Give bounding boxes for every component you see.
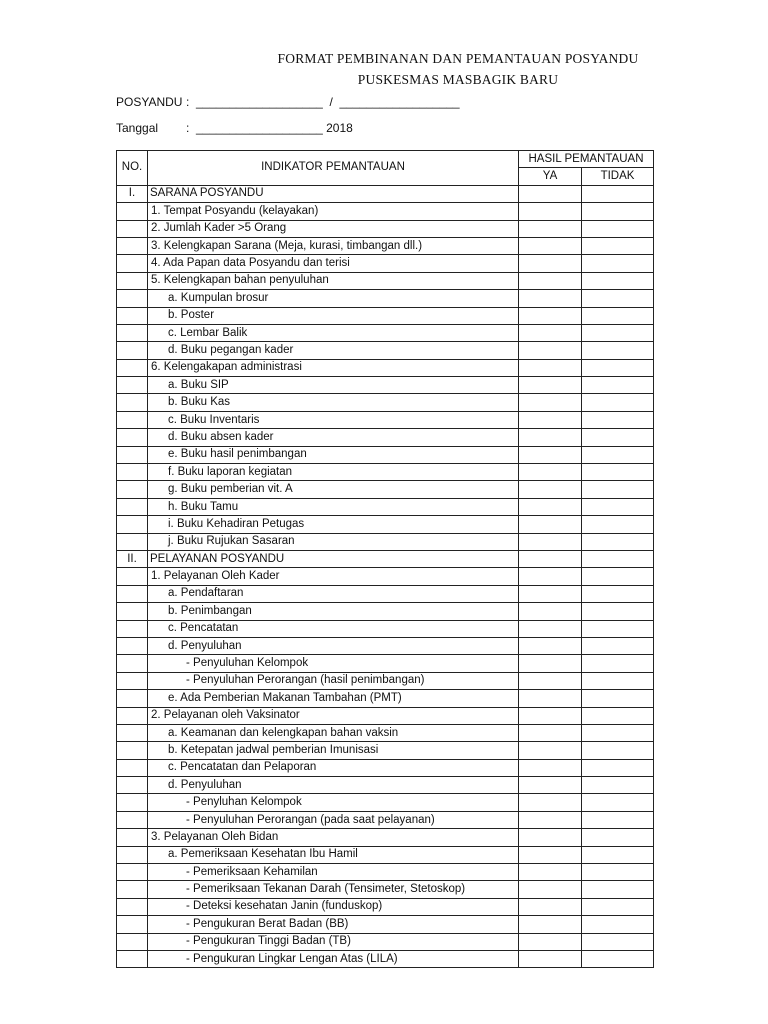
- row-number: [117, 498, 148, 515]
- table-row: [117, 794, 654, 811]
- row-number: [117, 481, 148, 498]
- row-number: [117, 516, 148, 533]
- row-number: [117, 603, 148, 620]
- tidak-cell[interactable]: [582, 655, 654, 672]
- indicator-text: a. Buku SIP: [148, 377, 519, 394]
- indicator-text: c. Lembar Balik: [148, 324, 519, 341]
- ya-cell[interactable]: [519, 533, 582, 550]
- table-row: [117, 429, 654, 446]
- table-row: [117, 881, 654, 898]
- row-number: [117, 829, 148, 846]
- tanggal-colon: :: [186, 121, 190, 135]
- table-body: [117, 185, 654, 968]
- tidak-cell[interactable]: [582, 724, 654, 741]
- ya-cell[interactable]: [519, 220, 582, 237]
- ya-cell[interactable]: [519, 846, 582, 863]
- row-number: [117, 950, 148, 967]
- indicator-text: c. Pencatatan: [148, 620, 519, 637]
- table-row: [117, 603, 654, 620]
- table-row: [117, 516, 654, 533]
- ya-cell[interactable]: [519, 585, 582, 602]
- tidak-cell[interactable]: [582, 637, 654, 654]
- table-row: [117, 811, 654, 828]
- row-number: [117, 446, 148, 463]
- ya-cell[interactable]: [519, 324, 582, 341]
- posyandu-blank[interactable]: ___________________ / __________________: [196, 95, 460, 109]
- indicator-text: b. Penimbangan: [148, 603, 519, 620]
- tidak-cell[interactable]: [582, 794, 654, 811]
- row-number: [117, 533, 148, 550]
- table-row: [117, 672, 654, 689]
- tidak-cell[interactable]: [582, 811, 654, 828]
- row-number: [117, 464, 148, 481]
- indicator-text: - Penyuluhan Perorangan (pada saat pelayanan): [148, 811, 519, 828]
- indicator-text: j. Buku Rujukan Sasaran: [148, 533, 519, 550]
- indicator-text: e. Ada Pemberian Makanan Tambahan (PMT): [148, 690, 519, 707]
- indicator-text: - Penyluhan Kelompok: [148, 794, 519, 811]
- indicator-text: - Deteksi kesehatan Janin (funduskop): [148, 898, 519, 915]
- row-number: [117, 307, 148, 324]
- table-row: [117, 707, 654, 724]
- ya-cell[interactable]: [519, 759, 582, 776]
- row-number: [117, 272, 148, 289]
- table-row: [117, 690, 654, 707]
- posyandu-label: POSYANDU: [116, 95, 183, 109]
- row-number: [117, 359, 148, 376]
- row-number: [117, 220, 148, 237]
- row-number: [117, 255, 148, 272]
- indicator-text: 2. Jumlah Kader >5 Orang: [148, 220, 519, 237]
- row-number: [117, 237, 148, 254]
- tidak-cell[interactable]: [582, 864, 654, 881]
- posyandu-field: [116, 95, 460, 109]
- indicator-text: - Penyuluhan Perorangan (hasil penimbangan): [148, 672, 519, 689]
- tidak-cell[interactable]: [582, 377, 654, 394]
- ya-cell[interactable]: [519, 429, 582, 446]
- ya-cell[interactable]: [519, 255, 582, 272]
- row-number: I.: [117, 185, 148, 202]
- tidak-cell[interactable]: [582, 307, 654, 324]
- ya-cell[interactable]: [519, 811, 582, 828]
- tidak-cell[interactable]: [582, 429, 654, 446]
- row-number: [117, 377, 148, 394]
- tidak-cell[interactable]: [582, 533, 654, 550]
- row-number: [117, 672, 148, 689]
- indicator-text: h. Buku Tamu: [148, 498, 519, 515]
- ya-cell[interactable]: [519, 794, 582, 811]
- row-number: [117, 620, 148, 637]
- table-row: [117, 533, 654, 550]
- indicator-text: b. Ketepatan jadwal pemberian Imunisasi: [148, 742, 519, 759]
- indicator-text: 4. Ada Papan data Posyandu dan terisi: [148, 255, 519, 272]
- ya-cell[interactable]: [519, 498, 582, 515]
- tidak-cell[interactable]: [582, 411, 654, 428]
- table-row: [117, 342, 654, 359]
- tidak-cell[interactable]: [582, 933, 654, 950]
- ya-cell[interactable]: [519, 550, 582, 567]
- tidak-cell[interactable]: [582, 672, 654, 689]
- table-row: [117, 898, 654, 915]
- table-row: [117, 742, 654, 759]
- table-row: [117, 777, 654, 794]
- posyandu-colon: :: [186, 95, 190, 109]
- table-row: [117, 377, 654, 394]
- tidak-cell[interactable]: [582, 585, 654, 602]
- ya-cell[interactable]: [519, 446, 582, 463]
- table-row: [117, 498, 654, 515]
- ya-cell[interactable]: [519, 637, 582, 654]
- tidak-cell[interactable]: [582, 620, 654, 637]
- tidak-cell[interactable]: [582, 290, 654, 307]
- ya-cell[interactable]: [519, 690, 582, 707]
- ya-cell[interactable]: [519, 620, 582, 637]
- tidak-cell[interactable]: [582, 881, 654, 898]
- table-row: [117, 359, 654, 376]
- table-row: [117, 220, 654, 237]
- indicator-text: f. Buku laporan kegiatan: [148, 464, 519, 481]
- ya-cell[interactable]: [519, 898, 582, 915]
- indicator-text: d. Buku pegangan kader: [148, 342, 519, 359]
- tidak-cell[interactable]: [582, 481, 654, 498]
- indicator-text: - Pengukuran Tinggi Badan (TB): [148, 933, 519, 950]
- table-row: [117, 255, 654, 272]
- indicator-text: - Penyuluhan Kelompok: [148, 655, 519, 672]
- tidak-cell[interactable]: [582, 272, 654, 289]
- ya-cell[interactable]: [519, 342, 582, 359]
- row-number: [117, 290, 148, 307]
- tidak-cell[interactable]: [582, 898, 654, 915]
- ya-cell[interactable]: [519, 464, 582, 481]
- indicator-text: - Pengukuran Lingkar Lengan Atas (LILA): [148, 950, 519, 967]
- ya-cell[interactable]: [519, 185, 582, 202]
- tidak-cell[interactable]: [582, 550, 654, 567]
- table-row: [117, 933, 654, 950]
- row-number: [117, 394, 148, 411]
- indicator-text: 3. Pelayanan Oleh Bidan: [148, 829, 519, 846]
- tidak-cell[interactable]: [582, 603, 654, 620]
- tidak-cell[interactable]: [582, 203, 654, 220]
- tidak-cell[interactable]: [582, 742, 654, 759]
- row-number: II.: [117, 550, 148, 567]
- ya-cell[interactable]: [519, 916, 582, 933]
- table-row: [117, 185, 654, 202]
- row-number: [117, 864, 148, 881]
- indicator-text: d. Buku absen kader: [148, 429, 519, 446]
- tidak-cell[interactable]: [582, 464, 654, 481]
- row-number: [117, 429, 148, 446]
- table-row: [117, 324, 654, 341]
- row-number: [117, 811, 148, 828]
- row-number: [117, 916, 148, 933]
- header-indikator: INDIKATOR PEMANTAUAN: [148, 151, 519, 186]
- ya-cell[interactable]: [519, 394, 582, 411]
- row-number: [117, 846, 148, 863]
- tidak-cell[interactable]: [582, 777, 654, 794]
- ya-cell[interactable]: [519, 603, 582, 620]
- ya-cell[interactable]: [519, 377, 582, 394]
- table-row: [117, 290, 654, 307]
- tidak-cell[interactable]: [582, 829, 654, 846]
- row-number: [117, 724, 148, 741]
- table-row: [117, 637, 654, 654]
- row-number: [117, 637, 148, 654]
- ya-cell[interactable]: [519, 203, 582, 220]
- ya-cell[interactable]: [519, 290, 582, 307]
- indicator-text: - Pemeriksaan Tekanan Darah (Tensimeter, Stetoskop): [148, 881, 519, 898]
- indicator-text: a. Kumpulan brosur: [148, 290, 519, 307]
- table-row: [117, 864, 654, 881]
- tidak-cell[interactable]: [582, 359, 654, 376]
- ya-cell[interactable]: [519, 272, 582, 289]
- ya-cell[interactable]: [519, 864, 582, 881]
- row-number: [117, 898, 148, 915]
- header-no: NO.: [117, 151, 148, 186]
- tidak-cell[interactable]: [582, 237, 654, 254]
- ya-cell[interactable]: [519, 307, 582, 324]
- tidak-cell[interactable]: [582, 846, 654, 863]
- table-row: [117, 724, 654, 741]
- tidak-cell[interactable]: [582, 324, 654, 341]
- row-number: [117, 324, 148, 341]
- table-row: [117, 481, 654, 498]
- indicator-text: b. Buku Kas: [148, 394, 519, 411]
- indicator-text: b. Poster: [148, 307, 519, 324]
- table-row: [117, 585, 654, 602]
- table-row: [117, 759, 654, 776]
- indicator-text: a. Keamanan dan kelengkapan bahan vaksin: [148, 724, 519, 741]
- row-number: [117, 342, 148, 359]
- indicator-text: g. Buku pemberian vit. A: [148, 481, 519, 498]
- table-row: [117, 550, 654, 567]
- document-subtitle: PUSKESMAS MASBAGIK BARU: [357, 72, 559, 87]
- indicator-text: c. Buku Inventaris: [148, 411, 519, 428]
- tidak-cell[interactable]: [582, 185, 654, 202]
- ya-cell[interactable]: [519, 881, 582, 898]
- indicator-text: 6. Kelengakapan administrasi: [148, 359, 519, 376]
- ya-cell[interactable]: [519, 359, 582, 376]
- row-number: [117, 585, 148, 602]
- ya-cell[interactable]: [519, 933, 582, 950]
- row-number: [117, 777, 148, 794]
- table-row: [117, 846, 654, 863]
- section-heading: SARANA POSYANDU: [148, 185, 519, 202]
- ya-cell[interactable]: [519, 777, 582, 794]
- table-row: [117, 620, 654, 637]
- ya-cell[interactable]: [519, 950, 582, 967]
- section-heading: PELAYANAN POSYANDU: [148, 550, 519, 567]
- table-row: [117, 394, 654, 411]
- table-row: [117, 829, 654, 846]
- indicator-text: d. Penyuluhan: [148, 777, 519, 794]
- tidak-cell[interactable]: [582, 446, 654, 463]
- indicator-text: 1. Tempat Posyandu (kelayakan): [148, 203, 519, 220]
- ya-cell[interactable]: [519, 568, 582, 585]
- row-number: [117, 881, 148, 898]
- table-row: [117, 916, 654, 933]
- tanggal-label: Tanggal: [116, 121, 159, 135]
- row-number: [117, 568, 148, 585]
- tidak-cell[interactable]: [582, 255, 654, 272]
- ya-cell[interactable]: [519, 481, 582, 498]
- table-row: [117, 446, 654, 463]
- indicator-text: 1. Pelayanan Oleh Kader: [148, 568, 519, 585]
- ya-cell[interactable]: [519, 829, 582, 846]
- header-tidak: TIDAK: [582, 168, 654, 185]
- row-number: [117, 933, 148, 950]
- tanggal-field: [116, 121, 353, 135]
- indicator-text: a. Pemeriksaan Kesehatan Ibu Hamil: [148, 846, 519, 863]
- tidak-cell[interactable]: [582, 568, 654, 585]
- row-number: [117, 794, 148, 811]
- table-row: [117, 203, 654, 220]
- indicator-text: d. Penyuluhan: [148, 637, 519, 654]
- tidak-cell[interactable]: [582, 394, 654, 411]
- row-number: [117, 690, 148, 707]
- row-number: [117, 411, 148, 428]
- table-row: [117, 655, 654, 672]
- table-row: [117, 272, 654, 289]
- row-number: [117, 742, 148, 759]
- ya-cell[interactable]: [519, 742, 582, 759]
- indicator-text: c. Pencatatan dan Pelaporan: [148, 759, 519, 776]
- indicator-text: 3. Kelengkapan Sarana (Meja, kurasi, timbangan dll.): [148, 237, 519, 254]
- header-hasil-pemantauan: HASIL PEMANTAUAN: [519, 151, 654, 168]
- ya-cell[interactable]: [519, 724, 582, 741]
- row-number: [117, 203, 148, 220]
- header-ya: YA: [519, 168, 582, 185]
- ya-cell[interactable]: [519, 411, 582, 428]
- indicator-text: e. Buku hasil penimbangan: [148, 446, 519, 463]
- ya-cell[interactable]: [519, 237, 582, 254]
- tidak-cell[interactable]: [582, 220, 654, 237]
- indicator-text: - Pengukuran Berat Badan (BB): [148, 916, 519, 933]
- indicator-text: 5. Kelengkapan bahan penyuluhan: [148, 272, 519, 289]
- table-row: [117, 307, 654, 324]
- indicator-text: - Pemeriksaan Kehamilan: [148, 864, 519, 881]
- table-row: [117, 411, 654, 428]
- tidak-cell[interactable]: [582, 759, 654, 776]
- table-row: [117, 568, 654, 585]
- table-row: [117, 464, 654, 481]
- tanggal-blank[interactable]: ___________________ 2018: [196, 121, 353, 135]
- ya-cell[interactable]: [519, 655, 582, 672]
- tidak-cell[interactable]: [582, 690, 654, 707]
- tidak-cell[interactable]: [582, 498, 654, 515]
- tidak-cell[interactable]: [582, 916, 654, 933]
- table-row: [117, 237, 654, 254]
- ya-cell[interactable]: [519, 707, 582, 724]
- indicator-text: 2. Pelayanan oleh Vaksinator: [148, 707, 519, 724]
- ya-cell[interactable]: [519, 672, 582, 689]
- tidak-cell[interactable]: [582, 516, 654, 533]
- tidak-cell[interactable]: [582, 707, 654, 724]
- monitoring-table: [116, 150, 654, 968]
- ya-cell[interactable]: [519, 516, 582, 533]
- tidak-cell[interactable]: [582, 950, 654, 967]
- indicator-text: a. Pendaftaran: [148, 585, 519, 602]
- document-title: FORMAT PEMBINANAN DAN PEMANTAUAN POSYANDU: [277, 51, 639, 66]
- row-number: [117, 759, 148, 776]
- table-row: [117, 950, 654, 967]
- row-number: [117, 655, 148, 672]
- tidak-cell[interactable]: [582, 342, 654, 359]
- indicator-text: i. Buku Kehadiran Petugas: [148, 516, 519, 533]
- row-number: [117, 707, 148, 724]
